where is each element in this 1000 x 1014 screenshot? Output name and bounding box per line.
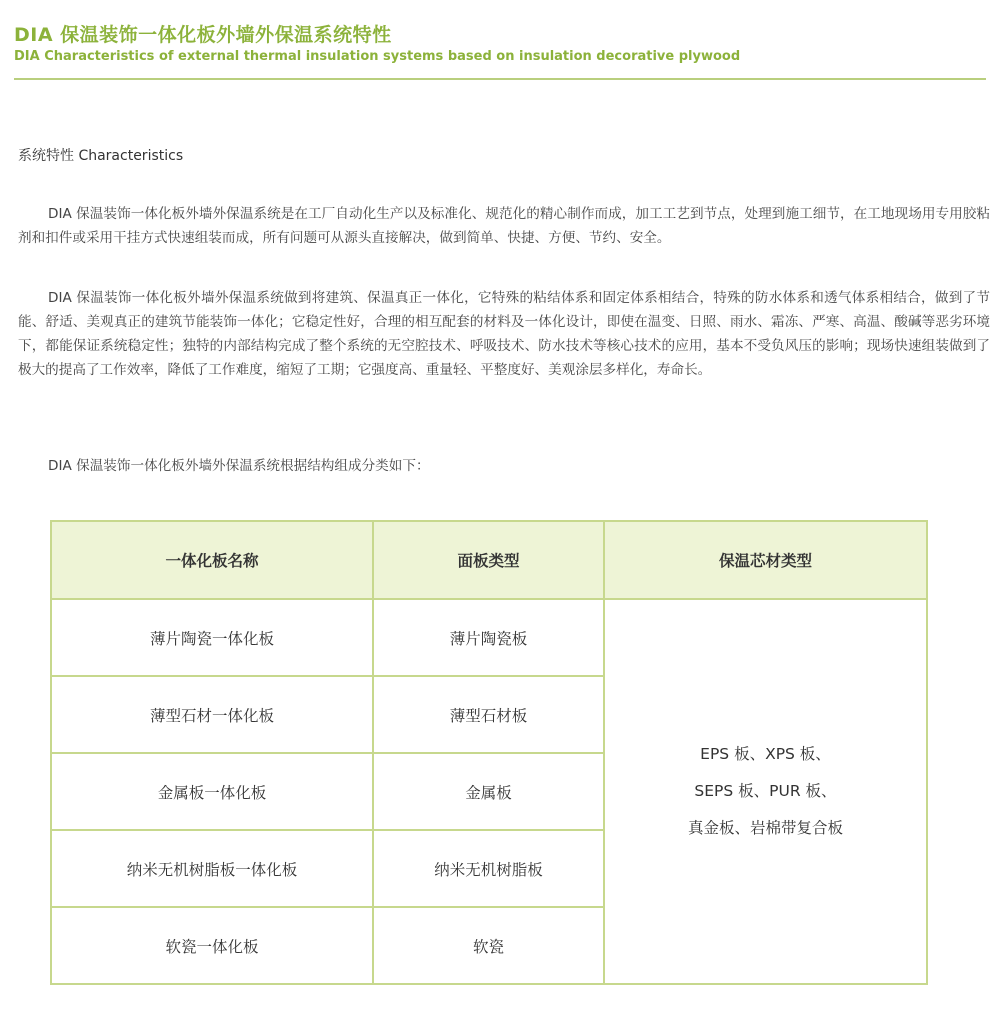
header-core-type: 保温芯材类型 <box>604 521 927 599</box>
core-line: SEPS 板、PUR 板、 <box>694 782 837 800</box>
panel-type-cell: 金属板 <box>373 753 604 830</box>
board-name-cell: 软瓷一体化板 <box>51 907 373 984</box>
core-line: 真金板、岩棉带复合板 <box>687 819 843 837</box>
table-header-row <box>51 521 927 599</box>
board-name-cell: 薄型石材一体化板 <box>51 676 373 753</box>
core-type-cell <box>604 599 927 984</box>
panel-type-cell: 薄片陶瓷板 <box>373 599 604 676</box>
page-header <box>14 22 986 66</box>
page-subtitle: DIA Characteristics of external thermal insulation systems based on insulation decorative plywood <box>14 49 741 64</box>
panel-type-cell: 软瓷 <box>373 907 604 984</box>
header-panel-type: 面板类型 <box>373 521 604 599</box>
paragraph-intro: DIA 保温装饰一体化板外墙外保温系统是在工厂自动化生产以及标准化、规范化的精心制作而成，加工工艺到节点，处理到施工细节，在工地现场用专用胶粘剂和扣件或采用干挂方式快速组装而成，所有问题可从源头直接解决，做到简单、快捷、方便、节约、安全。 <box>18 206 990 246</box>
board-name-cell: 薄片陶瓷一体化板 <box>51 599 373 676</box>
board-name-cell: 纳米无机树脂板一体化板 <box>51 830 373 907</box>
paragraph-classification: DIA 保温装饰一体化板外墙外保温系统根据结构组成分类如下： <box>48 458 430 474</box>
section-title: 系统特性 Characteristics <box>18 148 184 164</box>
page-title: DIA 保温装饰一体化板外墙外保温系统特性 <box>14 24 392 46</box>
header-board-name: 一体化板名称 <box>51 521 373 599</box>
classification-table <box>50 520 928 985</box>
panel-type-cell: 薄型石材板 <box>373 676 604 753</box>
board-name-cell: 金属板一体化板 <box>51 753 373 830</box>
header-divider <box>14 78 986 80</box>
table-row <box>51 599 927 676</box>
paragraph-features: DIA 保温装饰一体化板外墙外保温系统做到将建筑、保温真正一体化，它特殊的粘结体系和固定体系相结合，特殊的防水体系和透气体系相结合，做到了节能、舒适、美观真正的建筑节能装饰一体化；它稳定性好，合理的相互配套的材料及一体化设计，即使在温变、日照、雨水、霜冻、严寒、高温、酸碱等恶劣环境下，都能保证系统稳定性；独特的内部结构完成了整个系统的无空腔技术、呼吸技术、防水技术等核心技术的应用，基本不受负风压的影响；现场快速组装做到了极大的提高了工作效率，降低了工作难度，缩短了工期；它强度高、重量轻、平整度好、美观涂层多样化，寿命长。 <box>18 290 990 378</box>
core-line: EPS 板、XPS 板、 <box>700 745 831 763</box>
panel-type-cell: 纳米无机树脂板 <box>373 830 604 907</box>
